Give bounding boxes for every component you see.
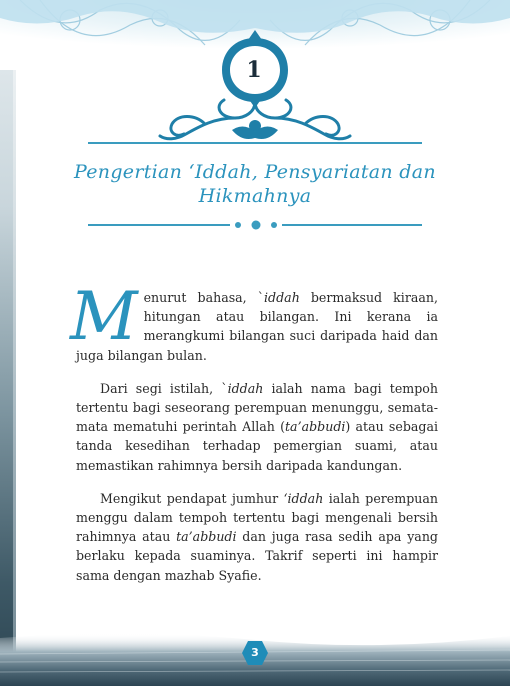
paragraph-1 (70, 278, 438, 365)
p2-term: iddah (227, 380, 264, 396)
p3-text-b: ialah perempuan menggu dalam tempoh tertentu bagi mengenali bersih rahimnya atau (76, 490, 438, 545)
p3-text-c: dan juga rasa sedih apa yang berlaku kepada suaminya. Takrif seperti ini hampir sama dengan mazhab Syafie. (76, 529, 438, 583)
chapter-title-line1: Pengertian ‘Iddah, Pensyariatan dan (74, 161, 436, 183)
p2-text-c: ) atau sebagai tanda kesedihan terhadap pemergian suami, atau memastikan rahimnya bersih daripada kandungan. (76, 419, 438, 473)
title-rule-bottom-left (88, 224, 230, 226)
body-text (70, 278, 438, 599)
p3-term: ‘iddah (283, 490, 324, 506)
p3-term2: ta’abbudi (176, 529, 237, 545)
p2-term2: ta’abbudi (285, 419, 346, 435)
paragraph-2 (76, 379, 438, 475)
title-divider-dots (228, 218, 284, 232)
p3-text-a: Mengikut pendapat jumhur (100, 490, 284, 506)
chapter-title (60, 160, 450, 208)
paragraph-3 (76, 489, 438, 585)
page-number: 3 (251, 646, 259, 659)
p1-text-b: bermaksud kiraan, hitungan atau bilangan. Ini kerana ia merangkumi bilangan suci daripada haid dan juga bilangan bulan. (76, 290, 438, 363)
chapter-number: 1 (246, 57, 262, 83)
p1-term: iddah (264, 290, 300, 305)
p1-text-a: enurut bahasa, ` (143, 290, 265, 305)
p2-text-a: Dari segi istilah, ` (100, 380, 228, 396)
title-rule-bottom-right (282, 224, 422, 226)
chapter-title-line2: Hikmahnya (198, 185, 312, 207)
drop-cap: M (70, 278, 138, 355)
title-rule-top (88, 142, 422, 144)
p2-text-b: ialah nama bagi tempoh tertentu bagi seseorang perempuan menunggu, semata-mata mematuhi perintah Allah ( (76, 380, 438, 435)
